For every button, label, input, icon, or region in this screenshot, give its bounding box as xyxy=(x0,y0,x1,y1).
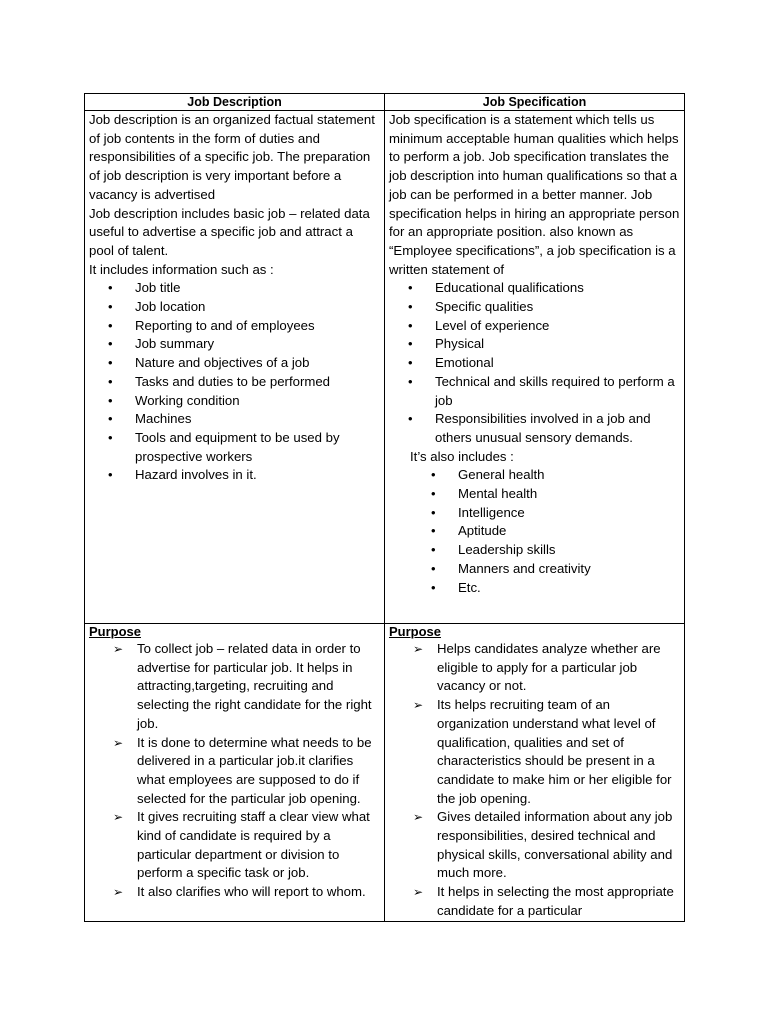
list-item: • Leadership skills xyxy=(454,541,680,560)
list-item: • Emotional xyxy=(431,354,680,373)
list-item: • Working condition xyxy=(131,392,380,411)
job-description-cell xyxy=(85,111,385,624)
purpose-left-list xyxy=(89,640,380,902)
purpose-left-cell xyxy=(85,624,385,922)
list-item: • Intelligence xyxy=(454,504,680,523)
description-paragraph: Job description includes basic job – related data useful to advertise a specific job and attract a pool of talent. xyxy=(89,205,370,258)
header-job-specification: Job Specification xyxy=(385,94,685,111)
list-item: • Educational qualifications xyxy=(431,279,680,298)
header-job-description: Job Description xyxy=(85,94,385,111)
list-item: • Physical xyxy=(431,335,680,354)
header-row xyxy=(85,94,685,111)
list-item: ➢ Its helps recruiting team of an organization understand what level of qualification, qualities and set of characteristics should be present in a candidate to make him or her eligible for the job opening. xyxy=(437,696,680,808)
also-includes-bullet-list xyxy=(389,466,680,597)
also-includes-label: It’s also includes : xyxy=(410,448,514,464)
list-item: • Etc. xyxy=(454,579,680,598)
comparison-table xyxy=(84,93,685,922)
purpose-heading: Purpose xyxy=(389,624,442,639)
job-specification-cell xyxy=(385,111,685,624)
description-paragraph: It includes information such as : xyxy=(89,261,274,277)
list-item: ➢ To collect job – related data in order to advertise for particular job. It helps in attracting,targeting, recruiting and selecting the right candidate for the right job. xyxy=(137,640,380,734)
list-item: • Mental health xyxy=(454,485,680,504)
list-item: • Aptitude xyxy=(454,522,680,541)
list-item: • Reporting to and of employees xyxy=(131,317,380,336)
specification-paragraph: Job specification is a statement which tells us minimum acceptable human qualities which helps to perform a job. Job specification translates the job description into human qualifications so that a job can be performed in a better manner. Job specification helps in hiring an appropriate person for an appropriate position. also known as “Employee specifications”, a job specification is a written statement of xyxy=(389,112,680,277)
description-paragraph: Job description is an organized factual statement of job contents in the form of duties and responsibilities of a specific job. The preparation of job description is very important before a vacancy is advertised xyxy=(89,112,375,202)
list-item: • Machines xyxy=(131,410,380,429)
list-item: • Specific qualities xyxy=(431,298,680,317)
list-item: • Technical and skills required to perform a job xyxy=(431,373,680,410)
list-item: • Tasks and duties to be performed xyxy=(131,373,380,392)
list-item: ➢ Gives detailed information about any job responsibilities, desired technical and physical skills, conversational ability and much more. xyxy=(437,808,680,883)
list-item: • Job location xyxy=(131,298,380,317)
specification-bullet-list xyxy=(389,279,680,447)
purpose-heading: Purpose xyxy=(89,624,142,639)
list-item: • Tools and equipment to be used by prospective workers xyxy=(131,429,380,466)
purpose-right-list xyxy=(389,640,680,921)
list-item: • Nature and objectives of a job xyxy=(131,354,380,373)
list-item: • General health xyxy=(454,466,680,485)
list-item: ➢ Helps candidates analyze whether are eligible to apply for a particular job vacancy or not. xyxy=(437,640,680,696)
content-row xyxy=(85,111,685,624)
list-item: • Manners and creativity xyxy=(454,560,680,579)
list-item: • Job title xyxy=(131,279,380,298)
list-item: ➢ It also clarifies who will report to whom. xyxy=(137,883,380,902)
list-item: ➢ It gives recruiting staff a clear view what kind of candidate is required by a particular department or division to perform a specific task or job. xyxy=(137,808,380,883)
list-item: ➢ It helps in selecting the most appropriate candidate for a particular xyxy=(437,883,680,920)
description-bullet-list xyxy=(89,279,380,485)
list-item: ➢ It is done to determine what needs to be delivered in a particular job.it clarifies what employees are supposed to do if selected for the particular job opening. xyxy=(137,734,380,809)
list-item: • Hazard involves in it. xyxy=(131,466,380,485)
list-item: • Responsibilities involved in a job and others unusual sensory demands. xyxy=(431,410,680,447)
purpose-row xyxy=(85,624,685,922)
purpose-right-cell xyxy=(385,624,685,922)
list-item: • Job summary xyxy=(131,335,380,354)
list-item: • Level of experience xyxy=(431,317,680,336)
